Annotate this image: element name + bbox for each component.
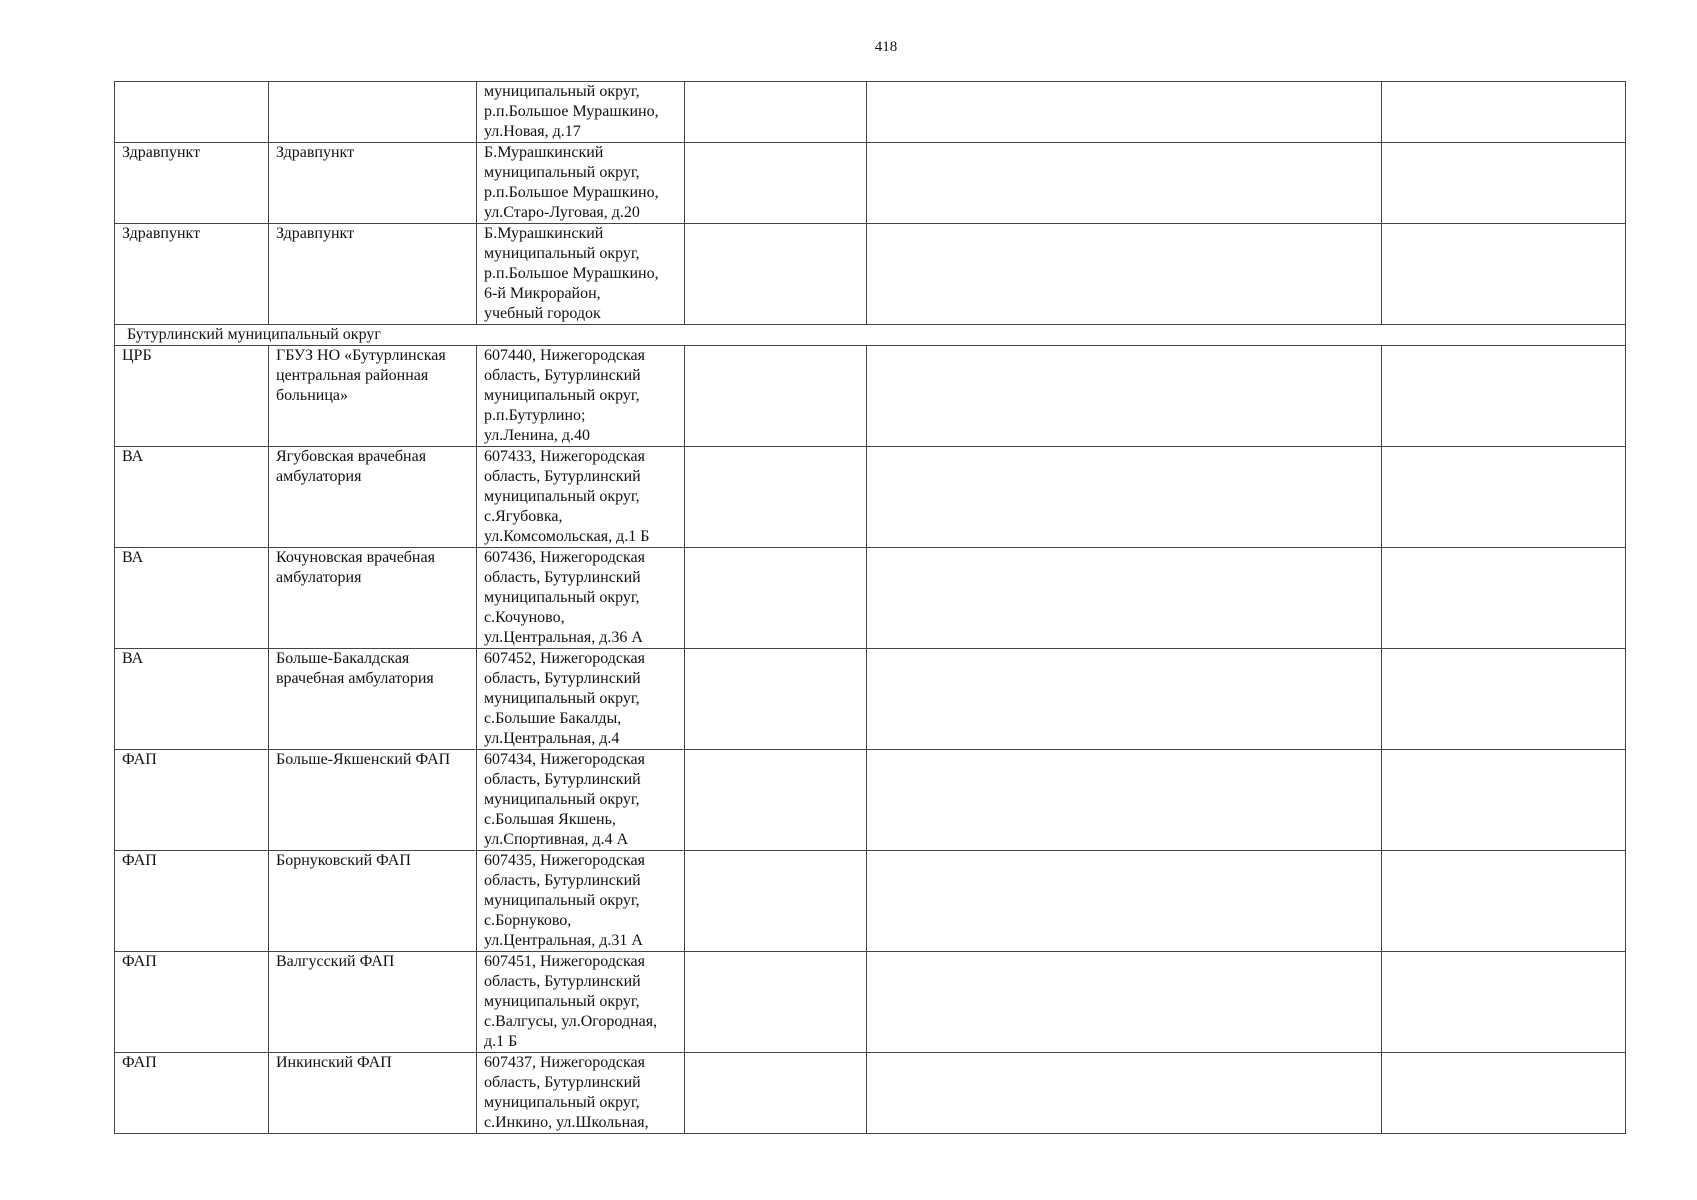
- empty-cell: [685, 1053, 867, 1134]
- empty-cell: [1382, 952, 1626, 1053]
- table-row: [115, 447, 1626, 548]
- name-cell: Больше-Бакалдская врачебная амбулатория: [269, 649, 477, 750]
- name-cell: Инкинский ФАП: [269, 1053, 477, 1134]
- name-cell: Больше-Якшенский ФАП: [269, 750, 477, 851]
- address-cell: 607440, Нижегородская область, Бутурлинский муниципальный округ, р.п.Бутурлино; ул.Ленина, д.40: [477, 346, 685, 447]
- empty-cell: [685, 952, 867, 1053]
- type-cell: Здравпункт: [115, 143, 269, 224]
- address-cell: 607451, Нижегородская область, Бутурлинский муниципальный округ, с.Валгусы, ул.Огородная, д.1 Б: [477, 952, 685, 1053]
- address-cell: 607433, Нижегородская область, Бутурлинский муниципальный округ, с.Ягубовка, ул.Комсомольская, д.1 Б: [477, 447, 685, 548]
- empty-cell: [867, 1053, 1382, 1134]
- table-row: [115, 143, 1626, 224]
- name-cell: Ягубовская врачебная амбулатория: [269, 447, 477, 548]
- empty-cell: [1382, 548, 1626, 649]
- type-cell: [115, 82, 269, 143]
- empty-cell: [867, 447, 1382, 548]
- type-cell: ВА: [115, 447, 269, 548]
- empty-cell: [867, 346, 1382, 447]
- type-cell: ВА: [115, 548, 269, 649]
- table-row: [115, 224, 1626, 325]
- empty-cell: [685, 851, 867, 952]
- address-cell: 607435, Нижегородская область, Бутурлинский муниципальный округ, с.Борнуково, ул.Центральная, д.31 А: [477, 851, 685, 952]
- type-cell: ФАП: [115, 952, 269, 1053]
- section-row: [115, 325, 1626, 346]
- type-cell: ФАП: [115, 851, 269, 952]
- table-row: [115, 82, 1626, 143]
- empty-cell: [685, 750, 867, 851]
- empty-cell: [1382, 224, 1626, 325]
- table-row: [115, 952, 1626, 1053]
- table-row: [115, 548, 1626, 649]
- name-cell: Здравпункт: [269, 143, 477, 224]
- empty-cell: [685, 82, 867, 143]
- type-cell: Здравпункт: [115, 224, 269, 325]
- type-cell: ВА: [115, 649, 269, 750]
- empty-cell: [867, 952, 1382, 1053]
- address-cell: 607452, Нижегородская область, Бутурлинский муниципальный округ, с.Большие Бакалды, ул.Центральная, д.4: [477, 649, 685, 750]
- table-row: [115, 1053, 1626, 1134]
- page-number: 418: [874, 39, 898, 55]
- empty-cell: [685, 447, 867, 548]
- type-cell: ЦРБ: [115, 346, 269, 447]
- empty-cell: [867, 224, 1382, 325]
- section-heading: Бутурлинский муниципальный округ: [115, 325, 1626, 346]
- name-cell: Кочуновская врачебная амбулатория: [269, 548, 477, 649]
- empty-cell: [1382, 82, 1626, 143]
- table-row: [115, 649, 1626, 750]
- empty-cell: [867, 143, 1382, 224]
- name-cell: Валгусский ФАП: [269, 952, 477, 1053]
- name-cell: Борнуковский ФАП: [269, 851, 477, 952]
- empty-cell: [867, 750, 1382, 851]
- empty-cell: [1382, 447, 1626, 548]
- table-row: [115, 346, 1626, 447]
- empty-cell: [1382, 649, 1626, 750]
- address-cell: Б.Мурашкинский муниципальный округ, р.п.Большое Мурашкино, 6-й Микрорайон, учебный городок: [477, 224, 685, 325]
- empty-cell: [685, 649, 867, 750]
- empty-cell: [1382, 1053, 1626, 1134]
- address-cell: 607434, Нижегородская область, Бутурлинский муниципальный округ, с.Большая Якшень, ул.Спортивная, д.4 А: [477, 750, 685, 851]
- type-cell: ФАП: [115, 750, 269, 851]
- empty-cell: [1382, 346, 1626, 447]
- address-cell: Б.Мурашкинский муниципальный округ, р.п.Большое Мурашкино, ул.Старо-Луговая, д.20: [477, 143, 685, 224]
- empty-cell: [685, 143, 867, 224]
- empty-cell: [685, 346, 867, 447]
- empty-cell: [1382, 143, 1626, 224]
- empty-cell: [867, 82, 1382, 143]
- facilities-table: [114, 81, 1626, 1134]
- empty-cell: [867, 548, 1382, 649]
- name-cell: Здравпункт: [269, 224, 477, 325]
- address-cell: муниципальный округ, р.п.Большое Мурашкино, ул.Новая, д.17: [477, 82, 685, 143]
- address-cell: 607436, Нижегородская область, Бутурлинский муниципальный округ, с.Кочуново, ул.Центральная, д.36 А: [477, 548, 685, 649]
- name-cell: [269, 82, 477, 143]
- empty-cell: [1382, 851, 1626, 952]
- empty-cell: [867, 851, 1382, 952]
- address-cell: 607437, Нижегородская область, Бутурлинский муниципальный округ, с.Инкино, ул.Школьная,: [477, 1053, 685, 1134]
- empty-cell: [867, 649, 1382, 750]
- empty-cell: [685, 548, 867, 649]
- table-row: [115, 750, 1626, 851]
- empty-cell: [685, 224, 867, 325]
- empty-cell: [1382, 750, 1626, 851]
- type-cell: ФАП: [115, 1053, 269, 1134]
- name-cell: ГБУЗ НО «Бутурлинская центральная районная больница»: [269, 346, 477, 447]
- table-row: [115, 851, 1626, 952]
